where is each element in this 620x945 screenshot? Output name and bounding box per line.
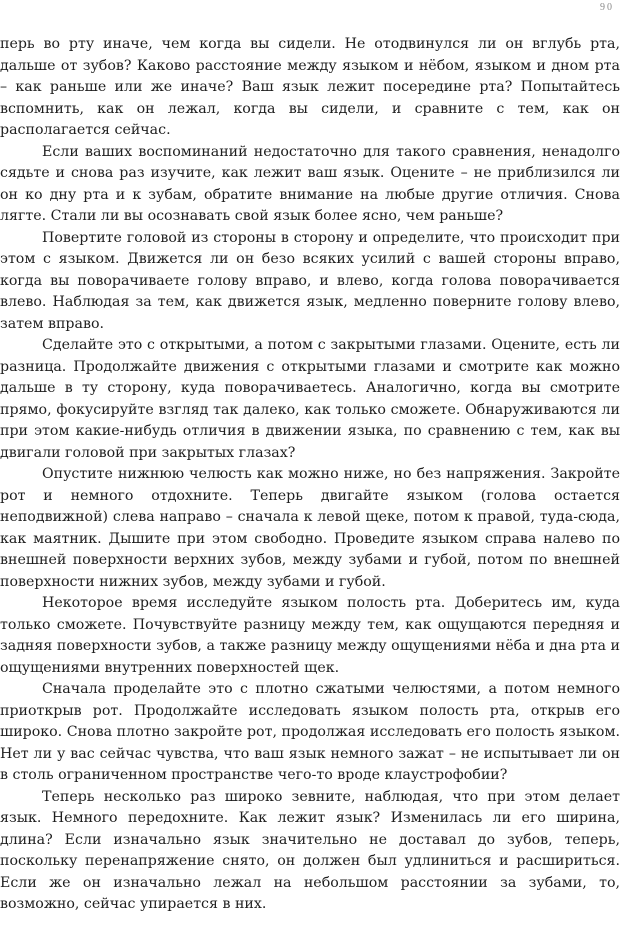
page-number: 90	[600, 2, 614, 13]
paragraph-7: Сначала проделайте это с плотно сжатыми челюстями, а потом немного приоткрыв рот. Продолжайте исследовать языком полость рта, открыв его широко. Снова плотно закройте рот, продолжая исследовать его полость языком. Нет ли у вас сейчас чувства, что ваш язык немного зажат – не испытывает ли он в столь ограниченном пространстве чего-то вроде клаустрофобии?	[0, 681, 620, 783]
paragraph-3: Повертите головой из стороны в сторону и определите, что происходит при этом с языком. Движется ли он безо всяких усилий с вашей стороны вправо, когда вы поворачиваете голову вправо, и влево, когда голова поворачивается влево. Наблюдая за тем, как движется язык, медленно поверните голову влево, затем вправо.	[0, 229, 620, 332]
paragraph-2: Если ваших воспоминаний недостаточно для такого сравнения, ненадолго сядьте и снова раз изучите, как лежит ваш язык. Оцените – не приблизился ли он ко дну рта и к зубам, обратите внимание на любые другие отличия. Снова лягте. Стали ли вы осознавать свой язык более ясно, чем раньше?	[0, 143, 620, 224]
page-body	[0, 34, 620, 916]
paragraph-1: перь во рту иначе, чем когда вы сидели. Не отодвинулся ли он вглубь рта, дальше от зубов? Каково расстояние между языком и нёбом, языком и дном рта – как раньше или же иначе? Ваш язык лежит посередине рта? Попытайтесь вспомнить, как он лежал, когда вы сидели, и сравните с тем, как он располагается сейчас.	[0, 36, 620, 138]
paragraph-8: Теперь несколько раз широко зевните, наблюдая, что при этом делает язык. Немного передохните. Как лежит язык? Изменилась ли его ширина, длина? Если изначально язык значительно не доставал до зубов, теперь, поскольку перенапряжение снято, он должен был удлиниться и расшириться. Если же он изначально лежал на небольшом расстоянии за зубами, то, возможно, сейчас упирается в них.	[0, 788, 620, 912]
paragraph-5: Опустите нижнюю челюсть как можно ниже, но без напряжения. Закройте рот и немного отдохните. Теперь двигайте языком (голова остается неподвижной) слева направо – сначала к левой щеке, потом к правой, туда-сюда, как маятник. Дышите при этом свободно. Проведите языком справа налево по внешней поверхности верхних зубов, между зубами и губой, потом по внешней поверхности нижних зубов, между зубами и губой.	[0, 466, 620, 590]
paragraph-6: Некоторое время исследуйте языком полость рта. Доберитесь им, куда только сможете. Почувствуйте разницу между тем, как ощущаются передняя и задняя поверхности зубов, а также разницу между ощущениями нёба и дна рта и ощущениями внутренних поверхностей щек.	[0, 595, 620, 676]
paragraph-4: Сделайте это с открытыми, а потом с закрытыми глазами. Оцените, есть ли разница. Продолжайте движения с открытыми глазами и смотрите как можно дальше в ту сторону, куда поворачиваетесь. Аналогично, когда вы смотрите прямо, фокусируйте взгляд так далеко, как только сможете. Обнаруживаются ли при этом какие-нибудь отличия в движении языка, по сравнению с тем, как вы двигали головой при закрытых глазах?	[0, 337, 620, 461]
